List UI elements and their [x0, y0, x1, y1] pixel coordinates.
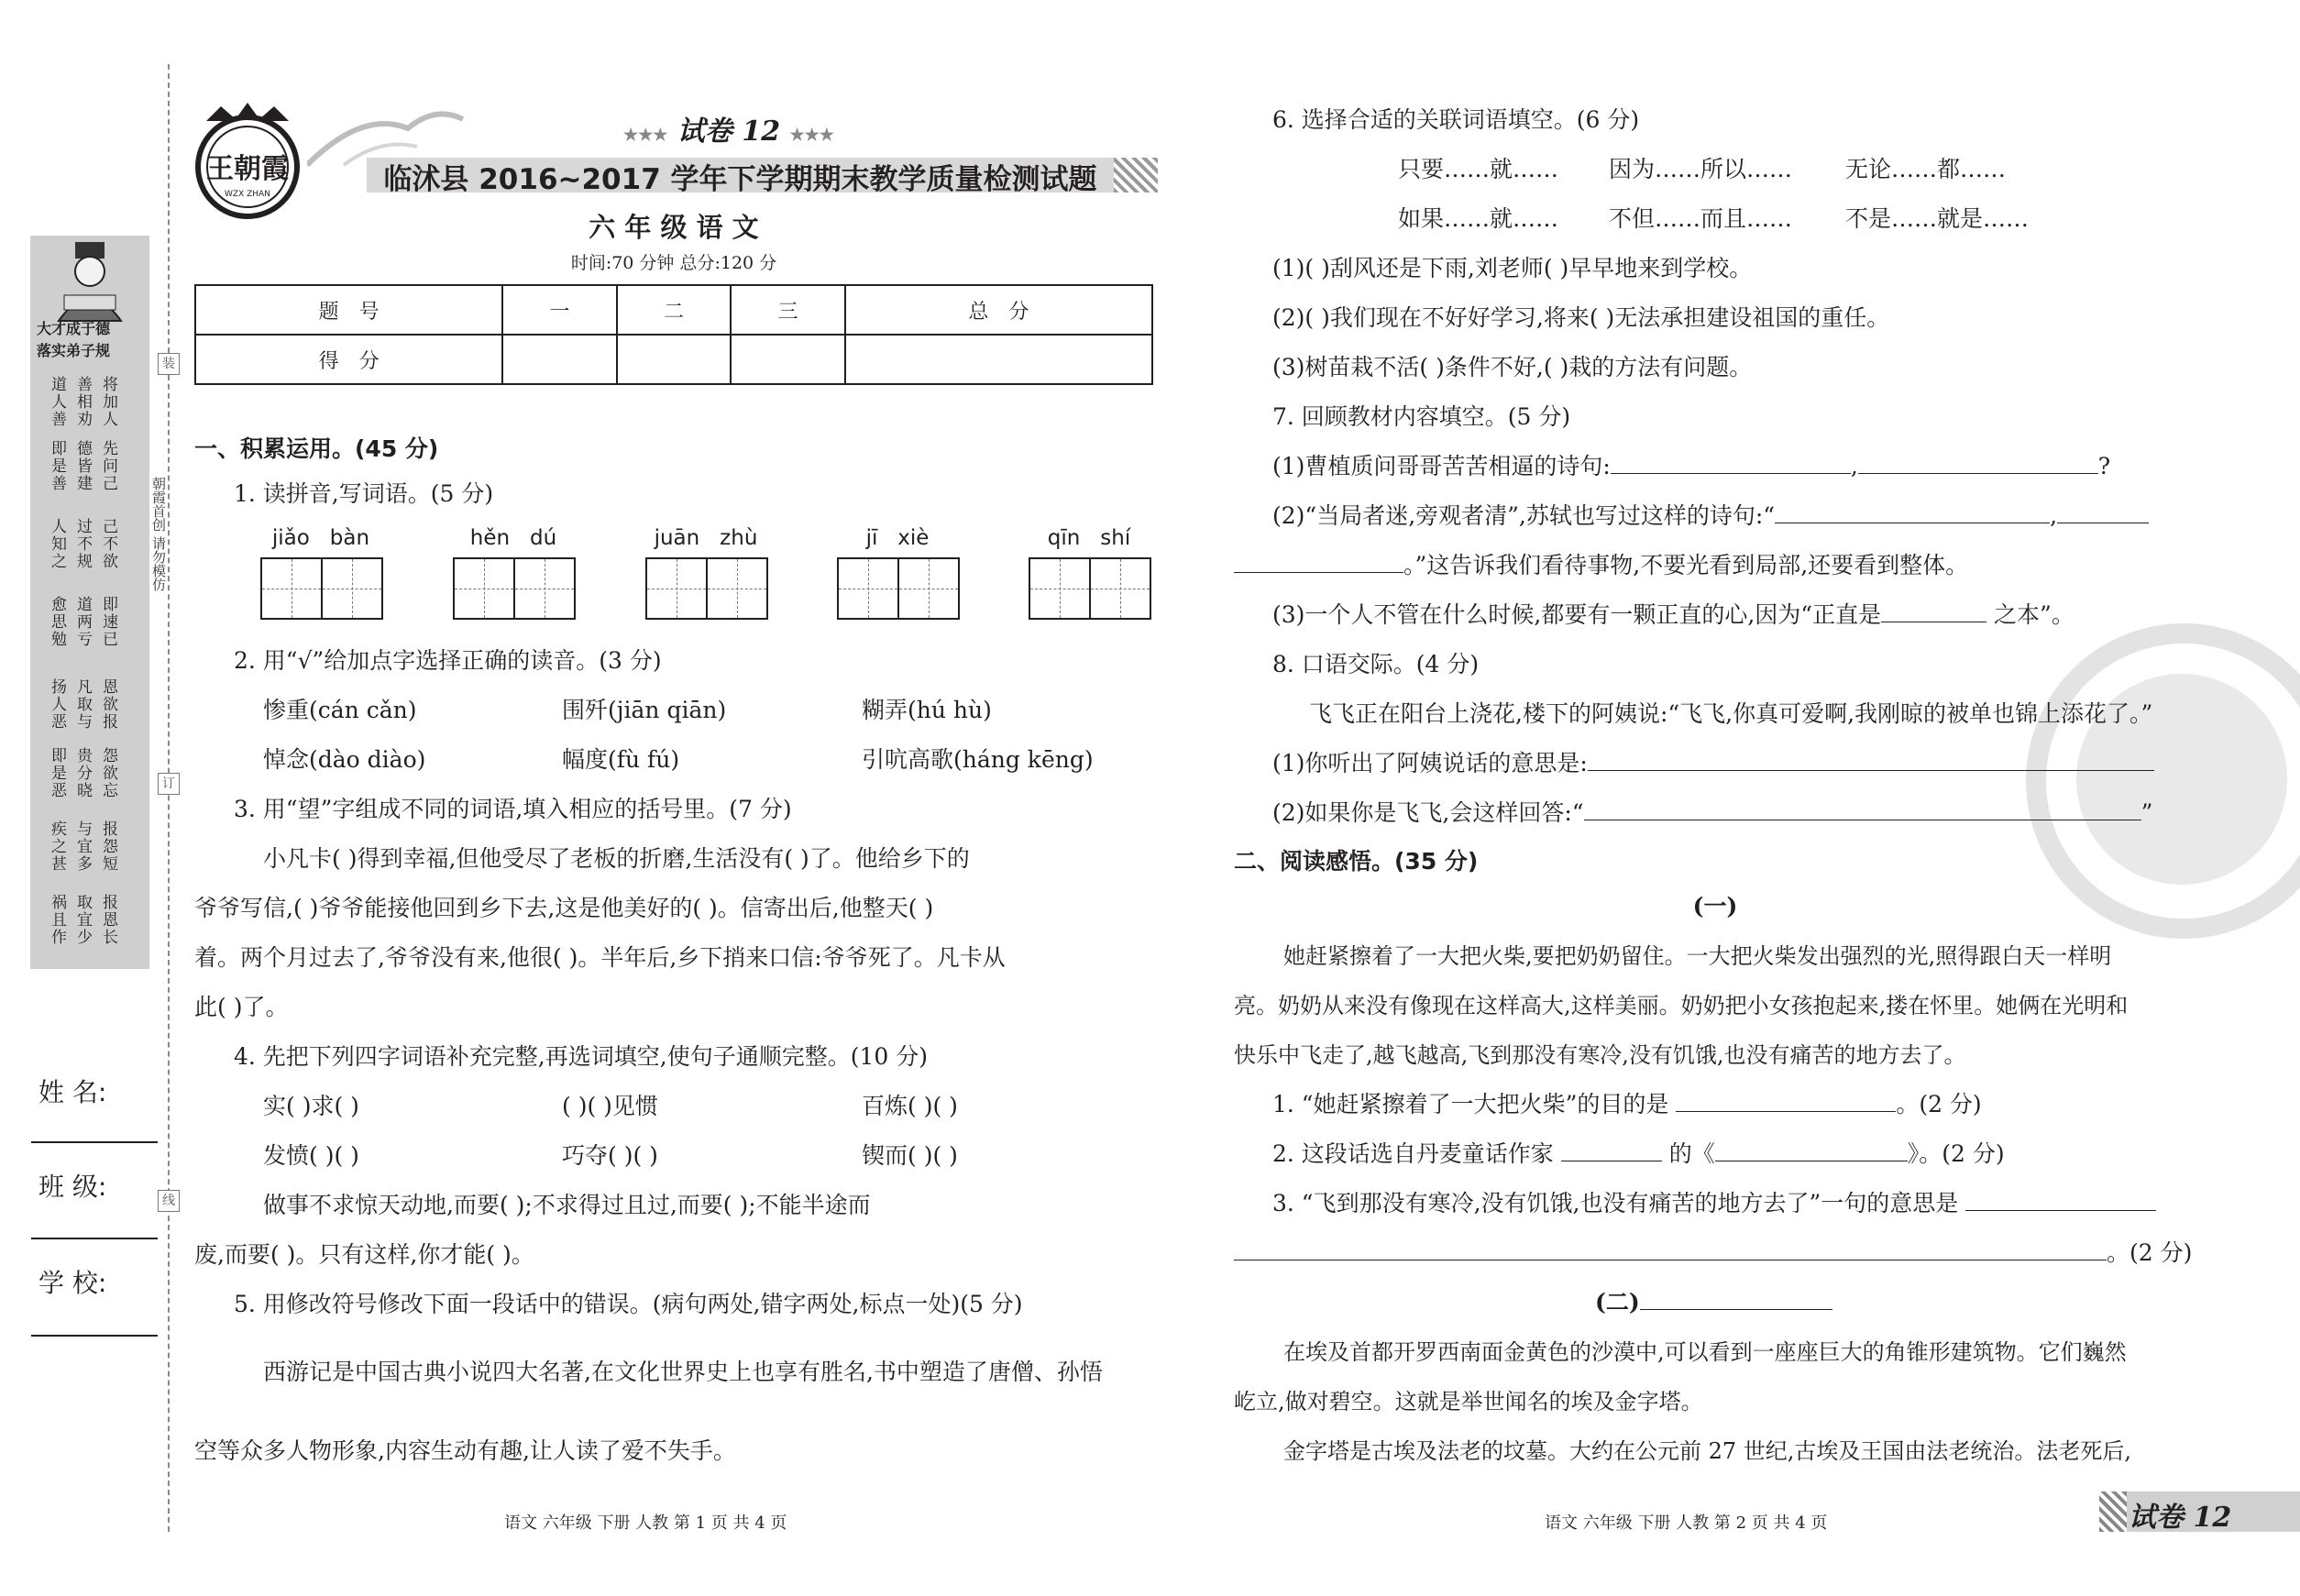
passage-line: 在埃及首都开罗西南面金黄色的沙漠中,可以看到一座座巨大的角锥形建筑物。它们巍然: [1283, 1339, 2127, 1365]
question-7: 7. 回顾教材内容填空。(5 分): [1272, 403, 1571, 430]
class-label: 班 级:: [39, 1172, 107, 1202]
question-6: 6. 选择合适的关联词语填空。(6 分): [1272, 106, 1640, 133]
writing-box[interactable]: [1089, 557, 1151, 620]
question-1: 1. 读拼音,写词语。(5 分): [234, 480, 494, 507]
passage-line: 她赶紧擦着了一大把火柴,要把奶奶留住。一大把火柴发出强烈的光,照得跟白天一样明: [1283, 943, 2112, 969]
section-heading: 二、阅读感悟。(35 分): [1234, 848, 1479, 875]
stars-left: ★★★: [623, 126, 668, 145]
question-5: 5. 用修改符号修改下面一段话中的错误。(病句两处,错字两处,标点一处)(5 分): [234, 1291, 1023, 1317]
pinyin-item: hěn dú: [453, 526, 574, 620]
fill-item: 。”这告诉我们看待事物,不要光看到局部,还要看到整体。: [1234, 550, 1968, 581]
motto-column: 即是恶: [48, 747, 66, 799]
answer-line[interactable]: [1858, 453, 2098, 474]
passage-line: 飞飞正在阳台上浇花,楼下的阿姨说:“飞飞,你真可爱啊,我刚晾的被单也锦上添花了。”: [1309, 700, 2153, 727]
motto-column: 祸且作: [48, 894, 66, 946]
score-cell[interactable]: [617, 335, 732, 384]
writing-box[interactable]: [897, 557, 960, 620]
answer-line[interactable]: [1965, 1190, 2156, 1211]
copyright-note: 朝霞首创 请勿模仿: [150, 477, 167, 591]
idiom-blank[interactable]: 实( )求( ): [263, 1093, 359, 1119]
writing-box[interactable]: [321, 557, 383, 620]
answer-line[interactable]: [1234, 552, 1403, 573]
reading-question: 1. “她赶紧擦着了一大把火柴”的目的是 。(2 分): [1272, 1091, 1982, 1117]
writing-box[interactable]: [513, 557, 576, 620]
answer-line[interactable]: [1611, 453, 1851, 474]
reading-question: 3. “飞到那没有寒冷,没有饥饿,也没有痛苦的地方去了”一句的意思是: [1272, 1188, 2156, 1219]
school-field[interactable]: [31, 1335, 158, 1337]
stars-right: ★★★: [789, 126, 834, 145]
passage-line: 废,而要( )。只有这样,你才能( )。: [194, 1241, 534, 1268]
motto-column: 贵分晓: [73, 747, 92, 799]
paper-number: 试卷 12: [677, 116, 781, 148]
passage-line: 此( )了。: [194, 994, 289, 1020]
fill-item[interactable]: (1)( )刮风还是下雨,刘老师( )早早地来到学校。: [1272, 255, 1753, 281]
fill-item: (2)“当局者迷,旁观者清”,苏轼也写过这样的诗句:“ ,: [1272, 501, 2149, 532]
answer-line[interactable]: [1561, 1140, 1662, 1161]
writing-box[interactable]: [260, 557, 323, 620]
score-header: 二: [617, 285, 732, 335]
motto-column: 德皆建: [73, 440, 92, 492]
motto-column: 即速已: [99, 596, 117, 648]
name-field[interactable]: [31, 1141, 158, 1143]
fill-item: (2)如果你是飞飞,会这样回答:“ ”: [1272, 799, 2153, 826]
reading-option[interactable]: 悼念(dào diào): [263, 746, 426, 773]
idiom-blank[interactable]: ( )( )见惯: [562, 1093, 658, 1119]
motto-column: 报怨短: [99, 820, 117, 873]
writing-box[interactable]: [645, 557, 708, 620]
motto-column: 人知之: [48, 518, 66, 570]
passage-line: 快乐中飞走了,越飞越高,飞到那没有寒冷,没有饥饿,也没有痛苦的地方去了。: [1234, 1042, 1966, 1068]
score-table: [194, 284, 1153, 385]
passage-line: 空等众多人物形象,内容生动有趣,让人读了爱不失手。: [194, 1437, 736, 1464]
scholar-illustration: [46, 240, 134, 323]
motto-column: 凡取与: [73, 678, 92, 731]
answer-line[interactable]: [1588, 750, 2154, 771]
conjunction-option: 不但……而且……: [1609, 205, 1793, 232]
motto-line: 大才成于德: [37, 320, 111, 337]
corner-band-pattern: [2099, 1491, 2127, 1532]
motto-column: 先问己: [99, 440, 117, 492]
score-header: 三: [731, 285, 845, 335]
title-band-pattern: [1114, 158, 1158, 193]
answer-line[interactable]: [1640, 1289, 1832, 1310]
score-header: 题 号: [195, 285, 502, 335]
motto-column: 道两亏: [73, 596, 92, 648]
motto-column: 道人善: [48, 376, 66, 428]
answer-line[interactable]: [1676, 1091, 1896, 1112]
motto-column: 己不欲: [99, 518, 117, 570]
score-cell[interactable]: [845, 335, 1152, 384]
passage-line: 做事不求惊天动地,而要( );不求得过且过,而要( );不能半途而: [263, 1192, 871, 1218]
motto-column: 取宜少: [73, 894, 92, 946]
motto-column: 怨欲忘: [99, 747, 117, 799]
score-cell[interactable]: [502, 335, 617, 384]
motto-column: 善相劝: [73, 376, 92, 428]
idiom-blank[interactable]: 锲而( )( ): [862, 1142, 958, 1169]
binding-mark: 装: [158, 353, 180, 375]
binding-mark: 线: [158, 1190, 180, 1212]
binding-line: [168, 64, 170, 1532]
motto-column: 即是善: [48, 440, 66, 492]
reading-question: 2. 这段话选自丹麦童话作家 的《 》。(2 分): [1272, 1140, 2005, 1167]
pinyin-item: qīn shí: [1029, 526, 1150, 620]
question-3: 3. 用“望”字组成不同的词语,填入相应的括号里。(7 分): [234, 796, 792, 822]
school-label: 学 校:: [39, 1268, 107, 1298]
writing-box[interactable]: [453, 557, 515, 620]
subject-title: 六 年 级 语 文: [589, 212, 759, 243]
motto-column: 报恩长: [99, 894, 117, 946]
writing-box[interactable]: [837, 557, 899, 620]
pinyin-item: jī xiè: [837, 526, 958, 620]
pinyin-item: jiǎo bàn: [260, 526, 381, 620]
motto-column: 过不规: [73, 518, 92, 570]
conjunction-option: 不是……就是……: [1845, 205, 2030, 232]
motto-column: 恩欲报: [99, 678, 117, 731]
reading-option[interactable]: 引吭高歌(háng kēng): [862, 746, 1094, 773]
reading-option[interactable]: 幅度(fù fú): [562, 746, 680, 773]
fill-item[interactable]: (2)( )我们现在不好好学习,将来( )无法承担建设祖国的重任。: [1272, 304, 1890, 331]
corner-paper-tag: 试卷 12: [2129, 1502, 2232, 1534]
fill-item: (1)你听出了阿姨说话的意思是:: [1272, 748, 2154, 779]
score-header: 总 分: [845, 285, 1152, 335]
conjunction-option: 如果……就……: [1398, 205, 1559, 232]
idiom-blank[interactable]: 巧夺( )( ): [562, 1142, 658, 1169]
conjunction-option: 无论……都……: [1845, 156, 2007, 182]
brand-logo: [188, 101, 307, 220]
fill-item[interactable]: (3)树苗栽不活( )条件不好,( )栽的方法有问题。: [1272, 354, 1753, 380]
reading-option[interactable]: 围歼(jiān qiān): [562, 697, 727, 723]
page-footer: 语文 六年级 下册 人教 第 2 页 共 4 页: [1545, 1513, 1828, 1533]
passage-line: 小凡卡( )得到幸福,但他受尽了老板的折磨,生活没有( )了。他给乡下的: [263, 845, 970, 872]
score-label: 得 分: [195, 335, 502, 384]
passage-line: 西游记是中国古典小说四大名著,在文化世界史上也享有胜名,书中塑造了唐僧、孙悟: [263, 1359, 1103, 1385]
passage-line: 屹立,做对碧空。这就是举世闻名的埃及金字塔。: [1234, 1389, 1703, 1414]
writing-box[interactable]: [706, 557, 768, 620]
paper-tag: [623, 108, 834, 149]
score-header: 一: [502, 285, 617, 335]
motto-column: 疾之甚: [48, 820, 66, 873]
reading-option[interactable]: 惨重(cán cǎn): [263, 697, 417, 723]
reading-question: 。(2 分): [1234, 1238, 2192, 1269]
idiom-blank[interactable]: 发愤( )( ): [263, 1142, 359, 1169]
score-cell[interactable]: [731, 335, 845, 384]
answer-line[interactable]: [1881, 601, 1986, 622]
class-field[interactable]: [31, 1238, 158, 1239]
conjunction-option: 因为……所以……: [1609, 156, 1793, 182]
reading-title: (二): [1595, 1287, 1832, 1318]
page-title: 临沭县 2016~2017 学年下学期期末教学质量检测试题: [383, 163, 1097, 196]
pinyin-item: juān zhù: [645, 526, 766, 620]
motto-column: 愈思勉: [48, 596, 66, 648]
section-heading: 一、积累运用。(45 分): [194, 435, 439, 462]
logo-text: 王朝霞: [206, 153, 289, 185]
answer-line[interactable]: [1715, 1140, 1908, 1161]
motto-column: 扬人恶: [48, 678, 66, 731]
motto-column: 将加人: [99, 376, 117, 428]
answer-line[interactable]: [2057, 502, 2149, 523]
question-2: 2. 用“√”给加点字选择正确的读音。(3 分): [234, 647, 662, 674]
fill-item: (3)一个人不管在什么时候,都要有一颗正直的心,因为“正直是 之本”。: [1272, 601, 2074, 628]
question-4: 4. 先把下列四字词语补充完整,再选词填空,使句子通顺完整。(10 分): [234, 1043, 928, 1070]
idiom-blank[interactable]: 百炼( )( ): [862, 1093, 958, 1119]
writing-box[interactable]: [1029, 557, 1091, 620]
fill-item: (1)曹植质问哥哥苦苦相逼的诗句: , ?: [1272, 453, 2111, 479]
passage-line: 亮。奶奶从来没有像现在这样高大,这样美丽。奶奶把小女孩抱起来,搂在怀里。她俩在光明和: [1234, 993, 2129, 1018]
binding-mark: 订: [158, 773, 180, 795]
passage-line: 着。两个月过去了,爷爷没有来,他很( )。半年后,乡下捎来口信:爷爷死了。凡卡从: [194, 944, 1006, 971]
answer-line[interactable]: [1234, 1239, 2107, 1260]
conjunction-option: 只要……就……: [1398, 156, 1559, 182]
time-info: 时间:70 分钟 总分:120 分: [570, 253, 777, 273]
answer-line[interactable]: [1775, 502, 2050, 523]
motto-line: 落实弟子规: [37, 342, 111, 359]
page-footer: 语文 六年级 下册 人教 第 1 页 共 4 页: [504, 1513, 787, 1533]
question-8: 8. 口语交际。(4 分): [1272, 651, 1480, 677]
name-label: 姓 名:: [39, 1077, 107, 1107]
answer-line[interactable]: [1584, 799, 2141, 820]
motto-column: 与宜多: [73, 820, 92, 873]
passage-line: 爷爷写信,( )爷爷能接他回到乡下去,这是他美好的( )。信寄出后,他整天( ): [194, 895, 934, 921]
passage-line: 金字塔是古埃及法老的坟墓。大约在公元前 27 世纪,古埃及王国由法老统治。法老死后,: [1283, 1438, 2132, 1464]
logo-subtext: WZX ZHAN: [225, 190, 270, 199]
reading-option[interactable]: 糊弄(hú hù): [862, 697, 992, 723]
reading-title: (一): [1692, 893, 1738, 919]
